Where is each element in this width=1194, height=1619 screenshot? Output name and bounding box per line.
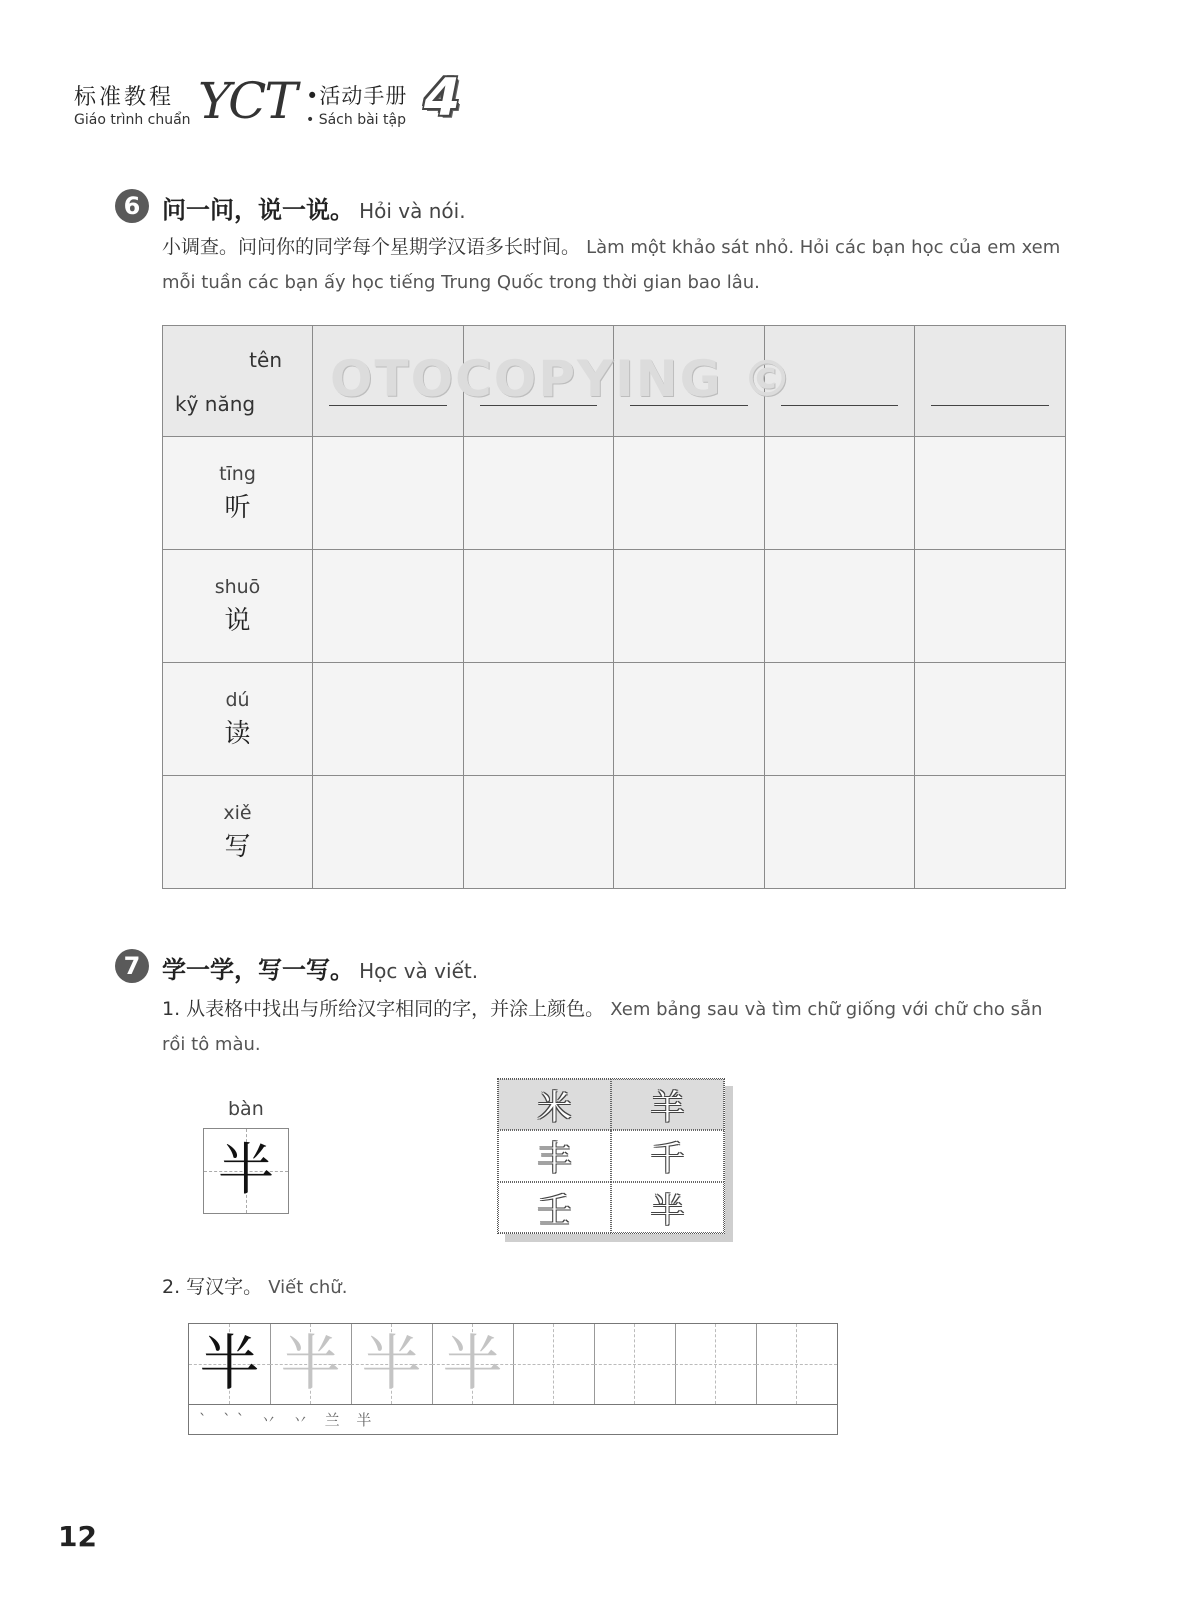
grid-cell[interactable]: 千	[611, 1130, 724, 1181]
table-row	[163, 663, 1066, 776]
skill-pinyin: dú	[225, 688, 250, 711]
survey-table	[162, 325, 1066, 889]
trace-character: 半	[280, 1329, 341, 1399]
skill-hanzi: 写	[224, 831, 251, 862]
name-blank[interactable]	[931, 405, 1049, 406]
table-row	[163, 776, 1066, 889]
page-number: 12	[58, 1520, 97, 1553]
exercise-7-number: 7	[115, 949, 149, 983]
practice-cell[interactable]	[351, 1324, 433, 1404]
stroke-order-row	[189, 1404, 837, 1435]
answer-cell[interactable]	[313, 663, 464, 776]
answer-cell[interactable]	[313, 776, 464, 889]
table-corner-cell	[163, 326, 313, 437]
task-1-instruction	[162, 992, 1062, 1062]
answer-cell[interactable]	[313, 437, 464, 550]
practice-cell[interactable]	[675, 1324, 757, 1404]
task-1-cn: 1. 从表格中找出与所给汉字相同的字，并涂上颜色。	[162, 998, 605, 1020]
answer-cell[interactable]	[915, 776, 1066, 889]
answer-cell[interactable]	[915, 550, 1066, 663]
practice-cell[interactable]	[432, 1324, 514, 1404]
exercise-6-instruction	[162, 230, 1072, 300]
answer-cell[interactable]	[614, 776, 765, 889]
answer-cell[interactable]	[614, 550, 765, 663]
answer-cell[interactable]	[463, 776, 614, 889]
answer-cell[interactable]	[915, 437, 1066, 550]
exercise-6-title-vi: Hỏi và nói.	[359, 199, 466, 223]
answer-cell[interactable]	[614, 437, 765, 550]
stroke-order: ` `` 丷 丷 兰 半	[199, 1411, 378, 1429]
skill-cell-speak	[163, 550, 313, 663]
answer-cell[interactable]	[764, 663, 915, 776]
answer-cell[interactable]	[915, 663, 1066, 776]
instruction-cn: 小调查。问问你的同学每个星期学汉语多长时间。	[162, 236, 581, 258]
skill-hanzi: 说	[224, 605, 251, 636]
grid-cell[interactable]: 丰	[498, 1130, 611, 1181]
given-character: 半	[218, 1138, 274, 1203]
photocopy-watermark: OTOCOPYING ©	[330, 350, 795, 408]
task-2-vi: Viết chữ.	[268, 1277, 348, 1298]
grid-cell[interactable]: 米	[498, 1079, 611, 1130]
answer-cell[interactable]	[764, 776, 915, 889]
exercise-6-title: 问一问，说一说。	[162, 196, 354, 224]
skill-hanzi: 读	[224, 718, 251, 749]
name-blank[interactable]	[781, 405, 899, 406]
exercise-6-heading	[162, 190, 466, 225]
grid-cell[interactable]: 壬	[498, 1182, 611, 1233]
answer-cell[interactable]	[463, 437, 614, 550]
yct-logo: YCT	[198, 72, 296, 130]
task-2-cn: 2. 写汉字。	[162, 1276, 263, 1298]
character-grid	[497, 1078, 725, 1234]
model-character: 半	[199, 1329, 260, 1399]
writing-practice-strip	[188, 1323, 838, 1435]
book-subtitle-vi: • Sách bài tập	[306, 112, 406, 128]
skill-hanzi: 听	[224, 492, 251, 523]
book-subtitle-cn: •活动手册	[306, 84, 408, 108]
exercise-7-heading	[162, 950, 478, 985]
practice-cell[interactable]	[756, 1324, 837, 1404]
book-title-cn: 标准教程	[74, 85, 175, 110]
answer-cell[interactable]	[463, 663, 614, 776]
task-2-instruction	[162, 1270, 347, 1305]
answer-cell[interactable]	[313, 550, 464, 663]
table-row	[163, 550, 1066, 663]
skill-cell-write	[163, 776, 313, 889]
practice-cell[interactable]	[513, 1324, 595, 1404]
grid-cell[interactable]: 羊	[611, 1079, 724, 1130]
task-1-vi: Xem bảng sau và tìm chữ giống với chữ cho sẵn rồi tô màu.	[162, 999, 1043, 1055]
exercise-7-title-vi: Học và viết.	[359, 959, 479, 983]
skill-pinyin: xiě	[223, 801, 252, 824]
practice-cell[interactable]	[189, 1324, 271, 1404]
practice-cell[interactable]	[594, 1324, 676, 1404]
skill-pinyin: shuō	[214, 575, 261, 598]
practice-cell[interactable]	[270, 1324, 352, 1404]
exercise-6-number: 6	[115, 189, 149, 223]
given-pinyin: bàn	[228, 1098, 264, 1120]
table-row	[163, 437, 1066, 550]
corner-label-skill: kỹ năng	[175, 392, 256, 416]
volume-number: 4	[424, 68, 461, 128]
exercise-7-title: 学一学，写一写。	[162, 956, 354, 984]
skill-cell-read	[163, 663, 313, 776]
answer-cell[interactable]	[764, 550, 915, 663]
grid-cell[interactable]: 半	[611, 1182, 724, 1233]
corner-label-name: tên	[249, 348, 282, 372]
book-title-vi: Giáo trình chuẩn	[74, 112, 191, 128]
skill-cell-listen	[163, 437, 313, 550]
given-character-box	[203, 1128, 289, 1214]
answer-cell[interactable]	[764, 437, 915, 550]
skill-pinyin: tīng	[219, 462, 256, 485]
name-cell[interactable]	[915, 326, 1066, 437]
instruction-vi: Làm một khảo sát nhỏ. Hỏi các bạn học của em xem mỗi tuần các bạn ấy học tiếng Trung Quốc trong thời gian bao lâu.	[162, 237, 1061, 293]
answer-cell[interactable]	[614, 663, 765, 776]
trace-character: 半	[361, 1329, 422, 1399]
answer-cell[interactable]	[463, 550, 614, 663]
trace-character: 半	[442, 1329, 503, 1399]
